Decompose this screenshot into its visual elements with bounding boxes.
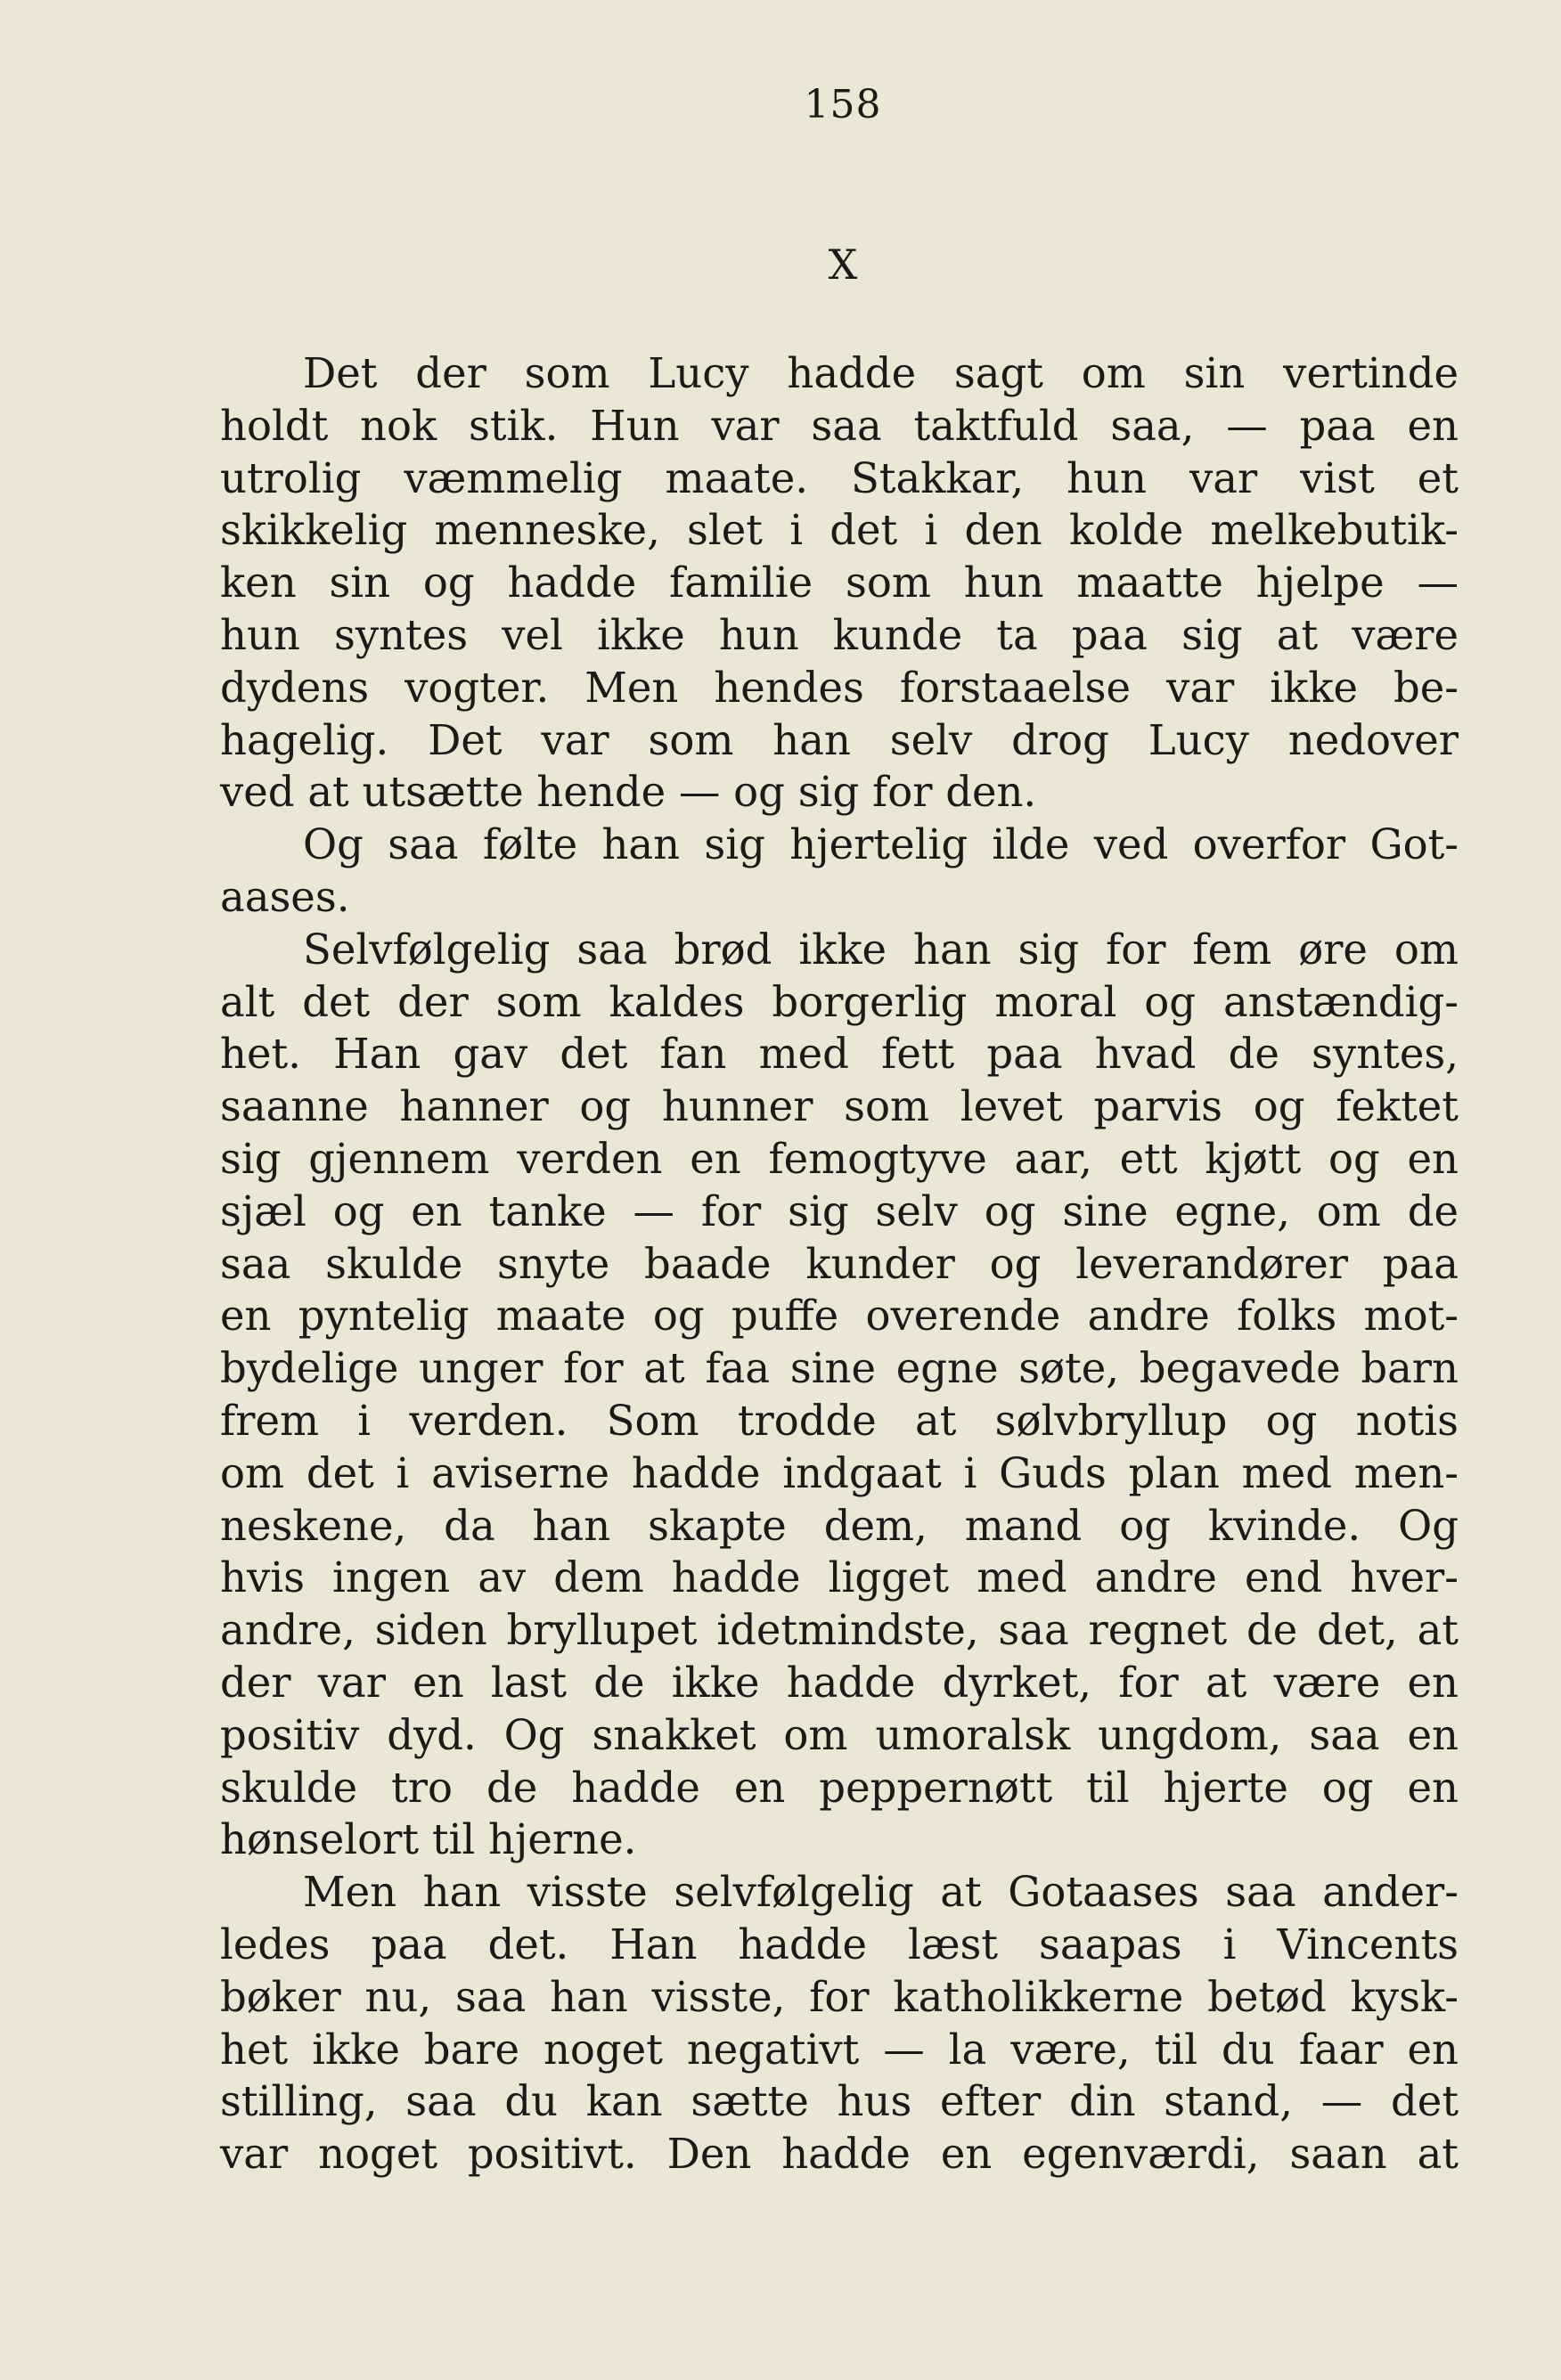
text-line: saa skulde snyte baade kunder og leverandører paa (220, 1239, 1459, 1288)
text-line: dydens vogter. Men hendes forstaaelse var ikke be- (220, 663, 1459, 712)
text-line: stilling, saa du kan sætte hus efter din stand, — det (220, 2077, 1459, 2126)
text-line: var noget positivt. Den hadde en egenværdi, saan at (220, 2130, 1459, 2179)
text-line: aases. (220, 872, 350, 921)
text-line: Selvfølgelig saa brød ikke han sig for fem øre om (303, 925, 1459, 974)
text-line: utrolig væmmelig maate. Stakkar, hun var vist et (220, 453, 1459, 502)
text-line: positiv dyd. Og snakket om umoralsk ungdom, saa en (220, 1710, 1459, 1759)
text-line: skikkelig menneske, slet i det i den kolde melkebutik- (220, 506, 1459, 555)
text-line: om det i aviserne hadde indgaat i Guds plan med men- (220, 1448, 1459, 1497)
text-line: bøker nu, saa han visste, for katholikkerne betød kysk- (220, 1972, 1459, 2021)
chapter-heading: X (828, 240, 858, 289)
text-line: Men han visste selvfølgelig at Gotaases saa ander- (303, 1868, 1459, 1917)
text-line: Det der som Lucy hadde sagt om sin vertinde (303, 349, 1459, 397)
text-line: sjæl og en tanke — for sig selv og sine egne, om de (220, 1186, 1459, 1235)
text-line: der var en last de ikke hadde dyrket, for at være en (220, 1658, 1459, 1707)
text-line: sig gjennem verden en femogtyve aar, ett kjøtt og en (220, 1134, 1459, 1183)
text-line: hagelig. Det var som han selv drog Lucy nedover (220, 715, 1459, 764)
text-line: neskene, da han skapte dem, mand og kvinde. Og (220, 1501, 1459, 1550)
text-line: skulde tro de hadde en peppernøtt til hjerte og en (220, 1763, 1459, 1812)
text-line: frem i verden. Som trodde at sølvbryllup og notis (220, 1396, 1459, 1445)
text-line: ledes paa det. Han hadde læst saapas i Vincents (220, 1919, 1459, 1968)
text-line: alt det der som kaldes borgerlig moral og anstændig- (220, 977, 1459, 1026)
body-text (220, 347, 1459, 2180)
text-line: hun syntes vel ikke hun kunde ta paa sig at være (220, 610, 1459, 659)
text-line: ved at utsætte hende — og sig for den. (220, 768, 1037, 817)
text-line: en pyntelig maate og puffe overende andre folks mot- (220, 1292, 1459, 1341)
text-line: Og saa følte han sig hjertelig ilde ved overfor Got- (303, 820, 1459, 869)
text-line: holdt nok stik. Hun var saa taktfuld saa, — paa en (220, 401, 1459, 450)
page-number: 158 (804, 82, 882, 127)
text-line: hønselort til hjerne. (220, 1815, 637, 1864)
text-line: het. Han gav det fan med fett paa hvad de syntes, (220, 1030, 1459, 1079)
text-line: bydelige unger for at faa sine egne søte, begavede barn (220, 1344, 1459, 1393)
text-line: hvis ingen av dem hadde ligget med andre end hver- (220, 1553, 1459, 1602)
text-line: ken sin og hadde familie som hun maatte hjelpe — (220, 558, 1459, 607)
text-line: het ikke bare noget negativt — la være, til du faar en (220, 2025, 1459, 2074)
text-line: saanne hanner og hunner som levet parvis og fektet (220, 1082, 1459, 1131)
text-line: andre, siden bryllupet idetmindste, saa regnet de det, at (220, 1606, 1459, 1655)
